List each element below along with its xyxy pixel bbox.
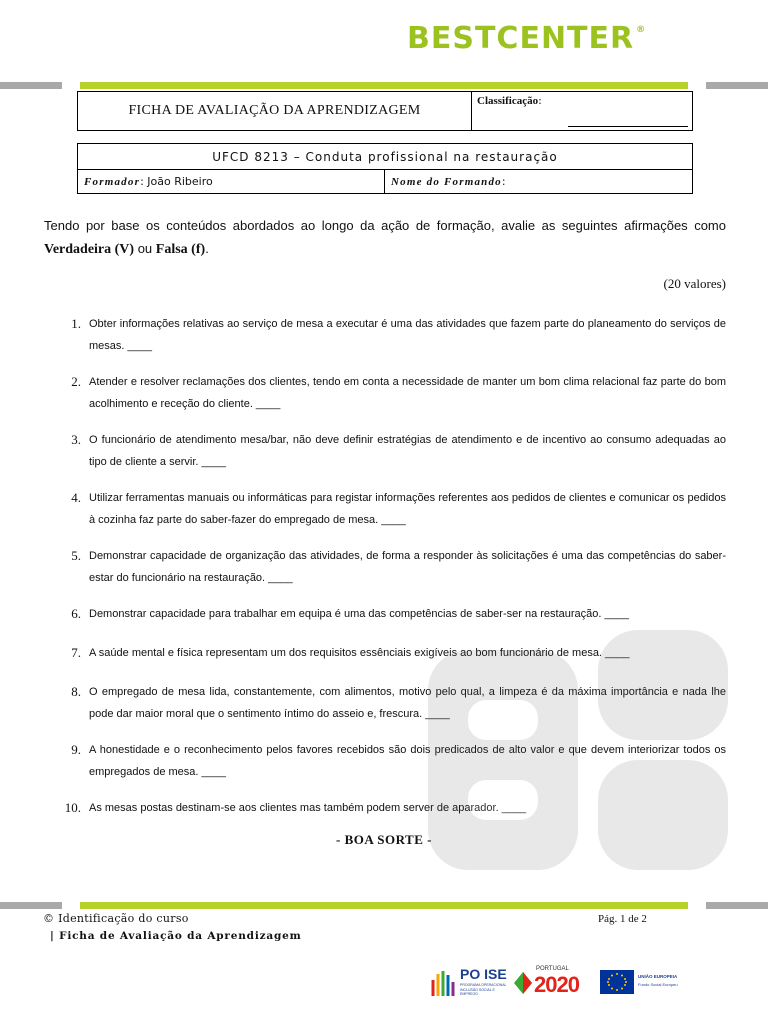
poise-logo-sub: PROGRAMA OPERACIONAL INCLUSÃO SOCIAL E EMPREGO xyxy=(460,983,507,996)
verdadeira-label: Verdadeira (V) xyxy=(44,242,135,257)
question-text: Demonstrar capacidade de organização das atividades, de forma a responder às solicitações é uma das competências do saber-estar do funcionário na restauração. ____ xyxy=(89,550,726,584)
portugal-label: PORTUGAL xyxy=(536,966,569,972)
ou-text: ou xyxy=(137,241,153,256)
ufcd-table xyxy=(77,143,693,194)
question-number: 2. xyxy=(71,374,81,389)
registered-mark: ® xyxy=(636,25,647,35)
2020-label: 2020 xyxy=(534,972,579,997)
bestcenter-logo: BESTCENTER ® xyxy=(407,21,647,56)
score-total: (20 valores) xyxy=(663,276,726,291)
falsa-label: Falsa (f) xyxy=(155,242,206,257)
footer-bar-center xyxy=(80,902,688,909)
portugal-2020-icon xyxy=(512,970,534,996)
eu-label: UNIÃO EUROPEIA xyxy=(638,974,678,979)
formando-label: Nome do Formando xyxy=(391,176,502,188)
question-number: 9. xyxy=(71,742,81,757)
formador-cell: Formador: João Ribeiro xyxy=(78,170,385,194)
ufcd-title: UFCD 8213 – Conduta profissional na restauração xyxy=(78,144,693,170)
question-number: 10. xyxy=(64,800,81,815)
header-bar-center xyxy=(80,82,688,89)
classificacao-label: Classificação xyxy=(477,95,539,107)
classificacao-cell: Classificação: xyxy=(472,92,693,131)
title-table xyxy=(77,91,693,131)
question-number: 3. xyxy=(71,432,81,447)
closing-text: - BOA SORTE - xyxy=(336,832,432,847)
instructions-text: Tendo por base os conteúdos abordados ao longo da ação de formação, avalie as seguintes afirmações como xyxy=(44,218,726,233)
funding-logos xyxy=(430,966,690,1000)
question-number: 8. xyxy=(71,684,81,699)
question-text: As mesas postas destinam-se aos clientes mas também podem server de aparador. ____ xyxy=(89,802,527,814)
footer-bar-right xyxy=(706,902,768,909)
footer-doc-title: | Ficha de Avaliação da Aprendizagem xyxy=(50,930,302,942)
question-text: Atender e resolver reclamações dos clientes, tendo em conta a necessidade de manter um bom clima relacional faz parte do bom acolhimento e receção do cliente. ____ xyxy=(89,376,726,410)
header-bar-left xyxy=(0,82,62,89)
question-text: O funcionário de atendimento mesa/bar, não deve definir estratégias de atendimento e de incentivo ao consumo adequadas ao tipo de cliente a servir. ____ xyxy=(89,434,726,468)
formador-value: João Ribeiro xyxy=(147,175,213,188)
page-title: FICHA DE AVALIAÇÃO DA APRENDIZAGEM xyxy=(78,92,472,131)
footer-bar-left xyxy=(0,902,62,909)
eu-flag-icon xyxy=(600,970,634,994)
formando-cell[interactable]: Nome do Formando: xyxy=(385,170,693,194)
poise-logo-text: PO ISE xyxy=(460,966,507,982)
question-item xyxy=(44,545,726,603)
question-text: Demonstrar capacidade para trabalhar em equipa é uma das competências de saber-ser na restauração. ____ xyxy=(89,608,629,620)
page-number: Pág. 1 de 2 xyxy=(598,913,647,925)
question-number: 1. xyxy=(71,316,81,331)
instructions xyxy=(44,214,726,261)
question-item xyxy=(44,487,726,545)
classificacao-field[interactable] xyxy=(568,126,688,127)
footer-course: © Identificação do curso xyxy=(43,912,189,925)
question-number: 6. xyxy=(71,606,81,621)
eu-sub-label: Fundo Social Europeu xyxy=(638,982,678,987)
question-text: O empregado de mesa lida, constantemente, com alimentos, motivo pelo qual, a limpeza é da máxima importância e nada lhe pode dar maior moral que o sentimento íntimo do asseio e, frescura. ____ xyxy=(89,686,726,720)
question-item xyxy=(44,429,726,487)
question-number: 4. xyxy=(71,490,81,505)
header-bar-right xyxy=(706,82,768,89)
question-text: A honestidade e o reconhecimento pelos favores recebidos são dois predicados de alto valor e que devem interiorizar todos os empregados de mesa. ____ xyxy=(89,744,726,778)
question-number: 5. xyxy=(71,548,81,563)
question-item xyxy=(44,313,726,371)
question-text: A saúde mental e física representam um dos requisitos essênciais exigíveis ao bom funcionário de mesa. ____ xyxy=(89,647,630,659)
formador-label: Formador xyxy=(84,176,141,188)
question-number: 7. xyxy=(71,645,81,660)
poise-hand-icon xyxy=(430,968,456,998)
question-item xyxy=(44,371,726,429)
instructions-end: . xyxy=(205,241,209,256)
question-text: Utilizar ferramentas manuais ou informáticas para registar informações referentes aos pedidos de clientes e comunicar os pedidos à cozinha faz parte do saber-fazer do empregado de mesa. ____ xyxy=(89,492,726,526)
question-text: Obter informações relativas ao serviço de mesa a executar é uma das atividades que fazem parte do planeamento do serviços de mesas. ____ xyxy=(89,318,726,352)
